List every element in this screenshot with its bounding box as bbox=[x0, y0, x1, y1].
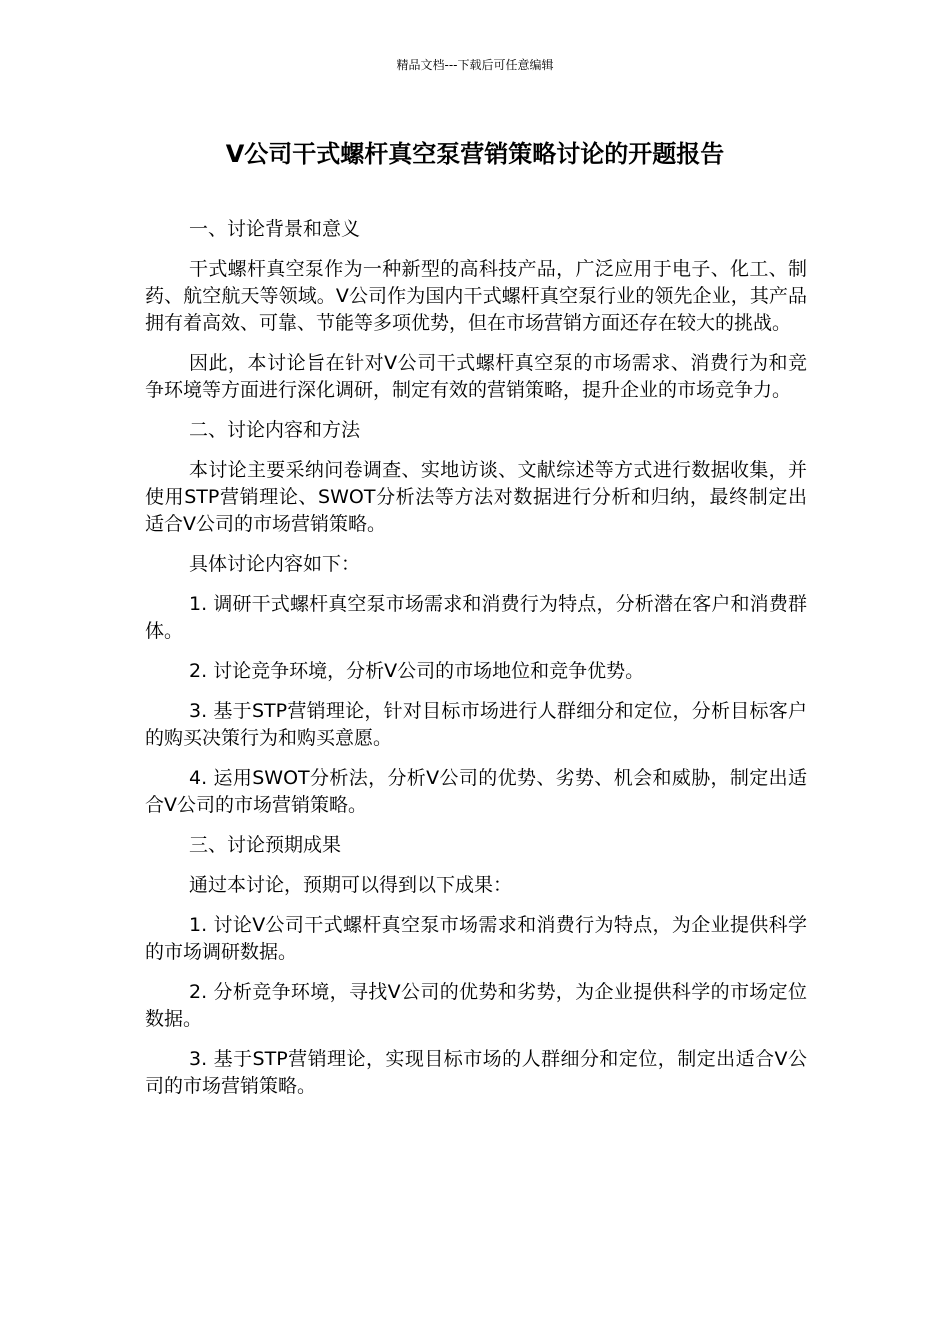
list-item-content-1: 1. 调研干式螺杆真空泵市场需求和消费行为特点，分析潜在客户和消费群体。 bbox=[145, 593, 807, 642]
list-item-content-4: 4. 运用SWOT分析法，分析V公司的优势、劣势、机会和威胁，制定出适合V公司的市场营销策略。 bbox=[145, 767, 807, 816]
paragraph-method: 本讨论主要采纳问卷调查、实地访谈、文献综述等方式进行数据收集，并使用STP营销理论、SWOT分析法等方法对数据进行分析和归纳，最终制定出适合V公司的市场营销策略。 bbox=[145, 459, 807, 535]
list-item-result-3: 3. 基于STP营销理论，实现目标市场的人群细分和定位，制定出适合V公司的市场营销策略。 bbox=[145, 1048, 807, 1097]
list-item-result-1: 1. 讨论V公司干式螺杆真空泵市场需求和消费行为特点，为企业提供科学的市场调研数据。 bbox=[145, 914, 807, 963]
list-item-result-2: 2. 分析竞争环境，寻找V公司的优势和劣势，为企业提供科学的市场定位数据。 bbox=[145, 981, 807, 1030]
document-body bbox=[145, 216, 807, 1113]
list-item-content-2: 2. 讨论竞争环境，分析V公司的市场地位和竞争优势。 bbox=[189, 660, 645, 682]
list-item-content-3: 3. 基于STP营销理论，针对目标市场进行人群细分和定位，分析目标客户的购买决策行为和购买意愿。 bbox=[145, 700, 807, 749]
document-title: V公司干式螺杆真空泵营销策略讨论的开题报告 bbox=[225, 140, 725, 168]
paragraph-content-lead: 具体讨论内容如下： bbox=[189, 553, 361, 575]
paragraph-intro: 干式螺杆真空泵作为一种新型的高科技产品，广泛应用于电子、化工、制药、航空航天等领域。V公司作为国内干式螺杆真空泵行业的领先企业，其产品拥有着高效、可靠、节能等多项优势，但在市场营销方面还存在较大的挑战。 bbox=[145, 258, 807, 334]
section-heading-background: 一、讨论背景和意义 bbox=[189, 218, 361, 240]
section-heading-content-method: 二、讨论内容和方法 bbox=[189, 419, 361, 441]
page-header: 精品文档---下载后可任意编辑 bbox=[396, 58, 554, 72]
paragraph-results-lead: 通过本讨论，预期可以得到以下成果： bbox=[189, 874, 513, 896]
paragraph-purpose: 因此，本讨论旨在针对V公司干式螺杆真空泵的市场需求、消费行为和竞争环境等方面进行深化调研，制定有效的营销策略，提升企业的市场竞争力。 bbox=[145, 352, 807, 401]
section-heading-expected-results: 三、讨论预期成果 bbox=[189, 834, 342, 856]
